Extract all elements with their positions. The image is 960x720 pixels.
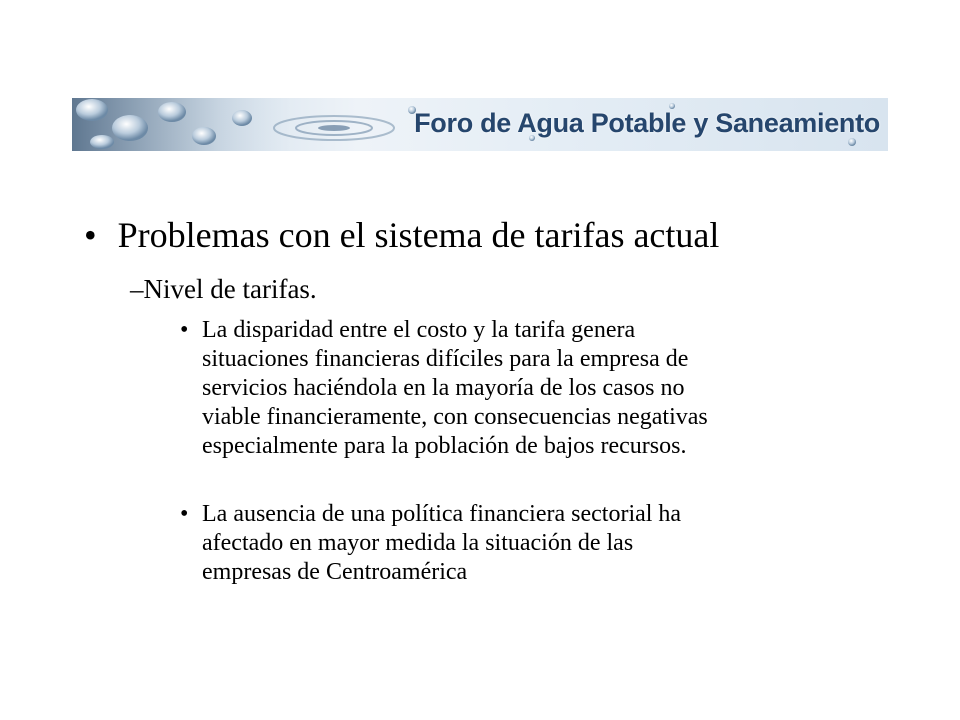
level2-item [130, 272, 317, 306]
level2-text: Nivel de tarifas. [143, 274, 317, 304]
level3-bullet: • [180, 317, 189, 343]
level3-text [202, 316, 882, 461]
level1-text: Problemas con el sistema de tarifas actual [117, 215, 720, 255]
level1-bullet: • [84, 215, 97, 255]
text-line: afectado en mayor medida la situación de las [202, 530, 634, 556]
text-line: servicios haciéndola en la mayoría de los casos no [202, 375, 685, 401]
text-line: especialmente para la población de bajos recursos. [202, 433, 687, 459]
level1-item [84, 213, 719, 257]
level3-bullet: • [180, 501, 189, 527]
text-line: La disparidad entre el costo y la tarifa genera [202, 317, 636, 343]
text-line: empresas de Centroamérica [202, 559, 468, 585]
level3-text [202, 500, 882, 587]
text-line: La ausencia de una política financiera sectorial ha [202, 501, 682, 527]
banner-title: Foro de Agua Potable y Saneamiento [414, 108, 880, 138]
header-banner [72, 98, 888, 151]
level2-dash: – [130, 274, 144, 304]
text-line: viable financieramente, con consecuencias negativas [202, 404, 708, 430]
text-line: situaciones financieras difíciles para la empresa de [202, 346, 689, 372]
